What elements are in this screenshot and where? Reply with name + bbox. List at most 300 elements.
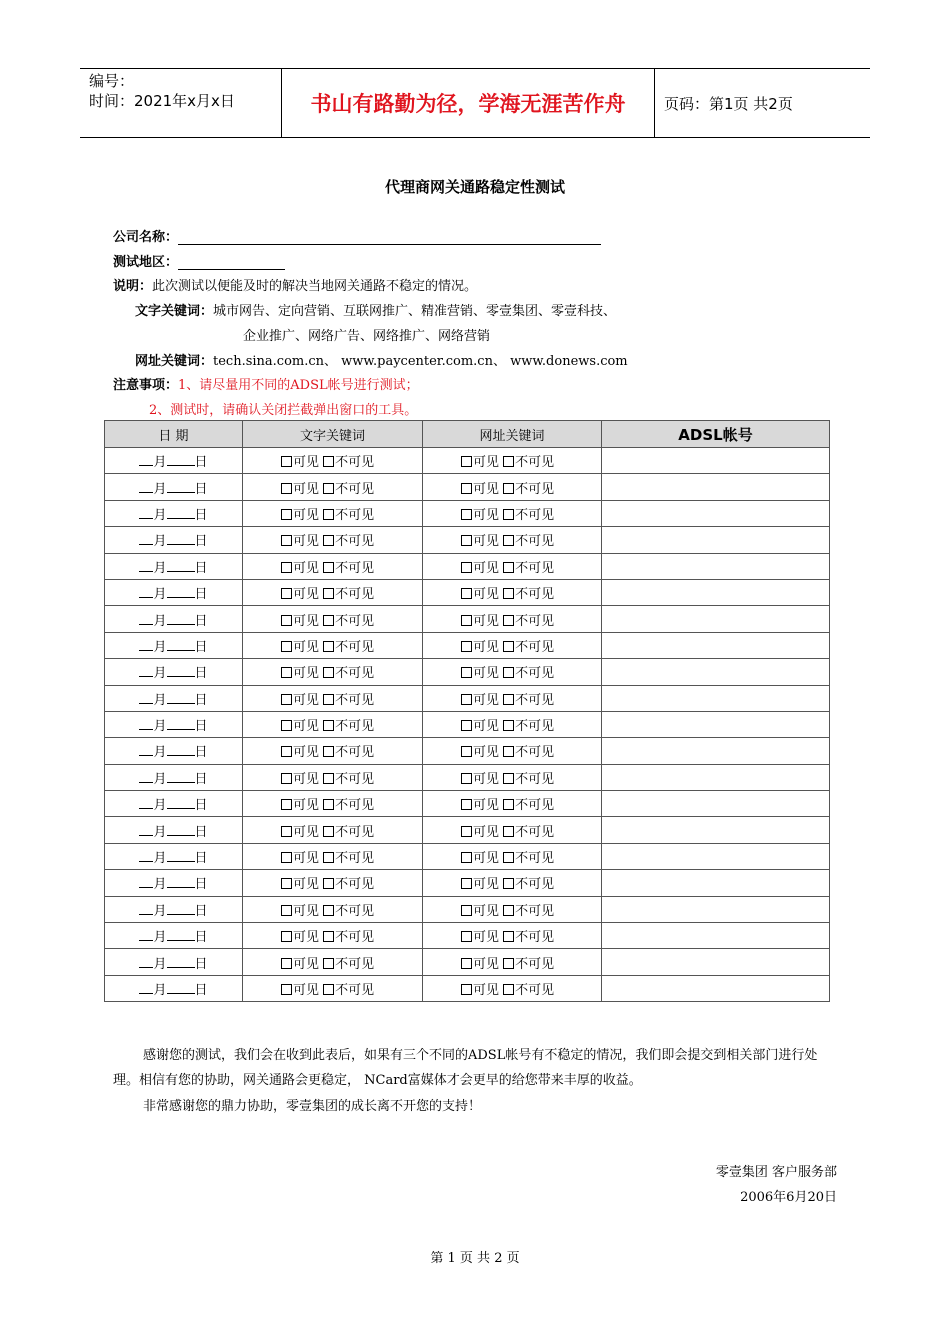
invisible-label: 不可见	[515, 956, 555, 972]
visible-label: 可见	[473, 983, 500, 998]
month-blank	[139, 559, 153, 572]
notes-label: 注意事项：	[113, 378, 179, 393]
invisible-checkbox[interactable]	[503, 615, 514, 626]
visible-checkbox[interactable]	[461, 456, 472, 467]
keyword-row	[135, 300, 616, 319]
visible-checkbox[interactable]	[461, 931, 472, 942]
visible-checkbox[interactable]	[281, 667, 292, 678]
date-cell[interactable]	[105, 949, 243, 975]
description-row	[113, 275, 477, 294]
url-keyword-cell	[423, 579, 602, 605]
adsl-account-cell[interactable]	[602, 527, 830, 553]
signature-org: 零壹集团 客户服务部	[715, 1165, 837, 1180]
table-body	[105, 448, 830, 1002]
text-keyword-cell	[243, 632, 423, 658]
invisible-checkbox[interactable]	[323, 799, 334, 810]
text-keyword-cell	[243, 738, 423, 764]
visible-checkbox[interactable]	[461, 641, 472, 652]
visible-checkbox[interactable]	[281, 456, 292, 467]
visible-checkbox[interactable]	[461, 878, 472, 889]
invisible-checkbox[interactable]	[503, 535, 514, 546]
invisible-checkbox[interactable]	[503, 984, 514, 995]
visible-label: 可见	[473, 851, 500, 867]
visible-checkbox[interactable]	[281, 720, 292, 731]
invisible-checkbox[interactable]	[323, 826, 334, 837]
visible-label: 可见	[473, 560, 500, 576]
table-row	[105, 738, 830, 764]
date-cell[interactable]	[105, 791, 243, 817]
url-keyword-cell	[423, 975, 602, 1001]
visible-label: 可见	[473, 507, 500, 523]
day-blank	[167, 955, 195, 968]
visible-label: 可见	[473, 877, 500, 893]
month-label: 月	[153, 507, 167, 523]
month-blank	[139, 849, 153, 862]
visible-label: 可见	[473, 666, 500, 682]
visible-label: 可见	[473, 903, 500, 919]
day-label: 日	[194, 692, 208, 708]
visible-label: 可见	[473, 587, 500, 603]
visible-label: 可见	[473, 455, 500, 471]
visible-label: 可见	[473, 613, 500, 629]
day-blank	[167, 664, 195, 677]
visible-label: 可见	[293, 481, 320, 497]
table-header-row	[105, 421, 830, 448]
day-blank	[167, 638, 195, 651]
invisible-checkbox[interactable]	[503, 588, 514, 599]
day-blank	[167, 532, 195, 545]
visible-checkbox[interactable]	[461, 773, 472, 784]
day-label: 日	[194, 507, 208, 523]
invisible-label: 不可见	[335, 877, 375, 893]
visible-checkbox[interactable]	[461, 852, 472, 863]
note-1: 1、请尽量用不同的ADSL帐号进行测试；	[178, 378, 419, 393]
invisible-checkbox[interactable]	[503, 509, 514, 520]
visible-label: 可见	[473, 824, 500, 840]
table-row	[105, 474, 830, 500]
url-keyword-cell	[423, 606, 602, 632]
invisible-label: 不可见	[335, 798, 375, 814]
month-blank	[139, 928, 153, 941]
invisible-checkbox[interactable]	[323, 456, 334, 467]
adsl-account-cell[interactable]	[602, 659, 830, 685]
url-keyword-cell	[423, 474, 602, 500]
table-row	[105, 817, 830, 843]
day-label: 日	[194, 534, 208, 550]
visible-checkbox[interactable]	[281, 615, 292, 626]
invisible-label: 不可见	[515, 719, 555, 735]
date-cell[interactable]	[105, 870, 243, 896]
visible-checkbox[interactable]	[461, 826, 472, 837]
invisible-checkbox[interactable]	[503, 483, 514, 494]
invisible-checkbox[interactable]	[503, 852, 514, 863]
visible-checkbox[interactable]	[461, 984, 472, 995]
invisible-checkbox[interactable]	[323, 905, 334, 916]
invisible-checkbox[interactable]	[503, 667, 514, 678]
invisible-checkbox[interactable]	[503, 456, 514, 467]
invisible-label: 不可见	[335, 560, 375, 576]
day-blank	[167, 717, 195, 730]
invisible-label: 不可见	[515, 824, 555, 840]
month-blank	[139, 506, 153, 519]
invisible-checkbox[interactable]	[503, 562, 514, 573]
month-blank	[139, 770, 153, 783]
day-label: 日	[194, 956, 208, 972]
invisible-label: 不可见	[515, 692, 555, 708]
page-footer: 第 1 页 共 2 页	[430, 1251, 520, 1266]
header-date: 日 期	[105, 421, 243, 448]
date-cell[interactable]	[105, 896, 243, 922]
month-label: 月	[153, 930, 167, 946]
invisible-label: 不可见	[335, 455, 375, 471]
invisible-label: 不可见	[335, 771, 375, 787]
table-row	[105, 606, 830, 632]
header-text-keyword: 文字关键词	[243, 421, 423, 448]
invisible-label: 不可见	[515, 983, 555, 998]
visible-label: 可见	[293, 719, 320, 735]
invisible-label: 不可见	[335, 666, 375, 682]
adsl-account-cell[interactable]	[602, 606, 830, 632]
visible-label: 可见	[293, 877, 320, 893]
table-row	[105, 632, 830, 658]
date-cell[interactable]	[105, 923, 243, 949]
invisible-checkbox[interactable]	[503, 878, 514, 889]
table-row	[105, 975, 830, 1001]
day-label: 日	[194, 455, 208, 471]
invisible-label: 不可见	[335, 639, 375, 655]
url-keyword-cell	[423, 949, 602, 975]
month-label: 月	[153, 719, 167, 735]
visible-checkbox[interactable]	[281, 826, 292, 837]
invisible-checkbox[interactable]	[323, 958, 334, 969]
day-label: 日	[194, 798, 208, 814]
table-row	[105, 791, 830, 817]
invisible-label: 不可见	[515, 903, 555, 919]
invisible-checkbox[interactable]	[323, 720, 334, 731]
invisible-checkbox[interactable]	[323, 852, 334, 863]
invisible-checkbox[interactable]	[323, 509, 334, 520]
visible-checkbox[interactable]	[281, 905, 292, 916]
month-label: 月	[153, 560, 167, 576]
invisible-checkbox[interactable]	[323, 773, 334, 784]
url-keyword-cell	[423, 500, 602, 526]
day-blank	[167, 981, 195, 994]
invisible-checkbox[interactable]	[323, 588, 334, 599]
day-blank	[167, 612, 195, 625]
day-label: 日	[194, 877, 208, 893]
page-header	[80, 68, 870, 138]
adsl-account-cell[interactable]	[602, 923, 830, 949]
invisible-checkbox[interactable]	[503, 720, 514, 731]
month-label: 月	[153, 771, 167, 787]
date-cell[interactable]	[105, 553, 243, 579]
text-keyword-cell	[243, 975, 423, 1001]
visible-label: 可见	[293, 824, 320, 840]
invisible-checkbox[interactable]	[503, 799, 514, 810]
day-label: 日	[194, 930, 208, 946]
invisible-checkbox[interactable]	[323, 615, 334, 626]
adsl-account-cell[interactable]	[602, 764, 830, 790]
text-keyword-cell	[243, 896, 423, 922]
invisible-checkbox[interactable]	[323, 984, 334, 995]
visible-label: 可见	[293, 851, 320, 867]
invisible-label: 不可见	[335, 692, 375, 708]
invisible-checkbox[interactable]	[323, 535, 334, 546]
invisible-label: 不可见	[515, 798, 555, 814]
visible-checkbox[interactable]	[281, 746, 292, 757]
invisible-label: 不可见	[335, 983, 375, 998]
invisible-checkbox[interactable]	[323, 483, 334, 494]
day-blank	[167, 691, 195, 704]
month-label: 月	[153, 639, 167, 655]
visible-checkbox[interactable]	[281, 694, 292, 705]
adsl-account-cell[interactable]	[602, 553, 830, 579]
day-label: 日	[194, 983, 208, 998]
invisible-checkbox[interactable]	[323, 562, 334, 573]
visible-checkbox[interactable]	[281, 535, 292, 546]
visible-checkbox[interactable]	[281, 773, 292, 784]
visible-checkbox[interactable]	[281, 641, 292, 652]
visible-checkbox[interactable]	[461, 509, 472, 520]
day-label: 日	[194, 903, 208, 919]
text-keyword-cell	[243, 527, 423, 553]
visible-label: 可见	[293, 930, 320, 946]
visible-label: 可见	[293, 455, 320, 471]
invisible-checkbox[interactable]	[503, 931, 514, 942]
adsl-account-cell[interactable]	[602, 843, 830, 869]
url-keyword-cell	[423, 553, 602, 579]
visible-checkbox[interactable]	[281, 483, 292, 494]
visible-checkbox[interactable]	[281, 958, 292, 969]
adsl-account-cell[interactable]	[602, 500, 830, 526]
visible-checkbox[interactable]	[281, 562, 292, 573]
adsl-account-cell[interactable]	[602, 896, 830, 922]
table-row	[105, 843, 830, 869]
month-label: 月	[153, 824, 167, 840]
adsl-account-cell[interactable]	[602, 711, 830, 737]
day-blank	[167, 506, 195, 519]
visible-checkbox[interactable]	[461, 958, 472, 969]
adsl-account-cell[interactable]	[602, 949, 830, 975]
invisible-checkbox[interactable]	[323, 641, 334, 652]
invisible-checkbox[interactable]	[503, 694, 514, 705]
month-blank	[139, 717, 153, 730]
number-label: 编号：	[89, 72, 135, 90]
url-keyword-cell	[423, 791, 602, 817]
month-blank	[139, 955, 153, 968]
invisible-label: 不可见	[335, 745, 375, 761]
day-blank	[167, 875, 195, 888]
invisible-checkbox[interactable]	[503, 826, 514, 837]
month-blank	[139, 638, 153, 651]
adsl-account-cell[interactable]	[602, 632, 830, 658]
note-2: 2、测试时，请确认关闭拦截弹出窗口的工具。	[149, 403, 418, 418]
visible-checkbox[interactable]	[461, 588, 472, 599]
invisible-label: 不可见	[335, 481, 375, 497]
date-cell[interactable]	[105, 711, 243, 737]
invisible-checkbox[interactable]	[503, 641, 514, 652]
month-blank	[139, 691, 153, 704]
text-keyword-cell	[243, 659, 423, 685]
month-blank	[139, 875, 153, 888]
invisible-label: 不可见	[335, 903, 375, 919]
header-motto: 书山有路勤为径，学海无涯苦作舟	[282, 69, 655, 137]
date-cell[interactable]	[105, 474, 243, 500]
header-meta	[80, 69, 282, 137]
day-blank	[167, 796, 195, 809]
visible-checkbox[interactable]	[461, 799, 472, 810]
region-blank[interactable]	[178, 255, 285, 270]
date-cell[interactable]	[105, 843, 243, 869]
invisible-label: 不可见	[335, 507, 375, 523]
date-cell[interactable]	[105, 685, 243, 711]
text-keyword-cell	[243, 500, 423, 526]
text-keyword-cell	[243, 553, 423, 579]
notes-row	[113, 374, 419, 393]
text-keyword-cell	[243, 791, 423, 817]
invisible-label: 不可见	[515, 639, 555, 655]
visible-checkbox[interactable]	[461, 694, 472, 705]
visible-checkbox[interactable]	[461, 667, 472, 678]
visible-label: 可见	[293, 745, 320, 761]
url-keyword-cell	[423, 685, 602, 711]
month-blank	[139, 796, 153, 809]
adsl-account-cell[interactable]	[602, 579, 830, 605]
day-blank	[167, 849, 195, 862]
text-keyword-cell	[243, 764, 423, 790]
day-label: 日	[194, 560, 208, 576]
url-keyword-cell	[423, 632, 602, 658]
url-text: tech.sina.com.cn、 www.paycenter.com.cn、 www.donews.com	[213, 354, 628, 369]
day-blank	[167, 743, 195, 756]
date-cell[interactable]	[105, 764, 243, 790]
text-keyword-cell	[243, 606, 423, 632]
visible-checkbox[interactable]	[461, 535, 472, 546]
date-cell[interactable]	[105, 632, 243, 658]
adsl-account-cell[interactable]	[602, 870, 830, 896]
date-cell[interactable]	[105, 500, 243, 526]
url-row	[135, 350, 628, 369]
visible-checkbox[interactable]	[461, 905, 472, 916]
day-blank	[167, 770, 195, 783]
adsl-account-cell[interactable]	[602, 975, 830, 1001]
adsl-account-cell[interactable]	[602, 817, 830, 843]
visible-checkbox[interactable]	[281, 588, 292, 599]
visible-label: 可见	[293, 587, 320, 603]
table-row	[105, 500, 830, 526]
text-keyword-cell	[243, 870, 423, 896]
day-label: 日	[194, 481, 208, 497]
adsl-account-cell[interactable]	[602, 448, 830, 474]
month-blank	[139, 981, 153, 994]
visible-checkbox[interactable]	[461, 562, 472, 573]
date-cell[interactable]	[105, 738, 243, 764]
day-label: 日	[194, 824, 208, 840]
day-blank	[167, 902, 195, 915]
date-cell[interactable]	[105, 606, 243, 632]
day-blank	[167, 585, 195, 598]
month-blank	[139, 532, 153, 545]
visible-label: 可见	[293, 639, 320, 655]
adsl-account-cell[interactable]	[602, 738, 830, 764]
visible-label: 可见	[473, 692, 500, 708]
visible-label: 可见	[293, 956, 320, 972]
invisible-checkbox[interactable]	[503, 958, 514, 969]
invisible-label: 不可见	[335, 587, 375, 603]
invisible-label: 不可见	[515, 745, 555, 761]
visible-checkbox[interactable]	[281, 878, 292, 889]
document-title: 代理商网关通路稳定性测试	[384, 178, 565, 196]
visible-checkbox[interactable]	[281, 799, 292, 810]
invisible-checkbox[interactable]	[323, 746, 334, 757]
visible-checkbox[interactable]	[281, 931, 292, 942]
visible-label: 可见	[473, 956, 500, 972]
adsl-account-cell[interactable]	[602, 474, 830, 500]
invisible-label: 不可见	[515, 930, 555, 946]
header-adsl-account: ADSL帐号	[602, 421, 830, 448]
date-cell[interactable]	[105, 659, 243, 685]
invisible-checkbox[interactable]	[323, 694, 334, 705]
text-keyword-cell	[243, 949, 423, 975]
visible-checkbox[interactable]	[461, 483, 472, 494]
adsl-account-cell[interactable]	[602, 685, 830, 711]
day-blank	[167, 559, 195, 572]
table-row	[105, 527, 830, 553]
invisible-checkbox[interactable]	[323, 878, 334, 889]
adsl-account-cell[interactable]	[602, 791, 830, 817]
month-blank	[139, 664, 153, 677]
invisible-checkbox[interactable]	[323, 931, 334, 942]
visible-checkbox[interactable]	[461, 746, 472, 757]
table-row	[105, 448, 830, 474]
month-blank	[139, 902, 153, 915]
visible-checkbox[interactable]	[461, 615, 472, 626]
visible-checkbox[interactable]	[281, 984, 292, 995]
date-cell[interactable]	[105, 579, 243, 605]
date-cell[interactable]	[105, 817, 243, 843]
text-keyword-cell	[243, 474, 423, 500]
day-blank	[167, 928, 195, 941]
month-label: 月	[153, 613, 167, 629]
visible-checkbox[interactable]	[281, 852, 292, 863]
visible-label: 可见	[473, 719, 500, 735]
day-label: 日	[194, 639, 208, 655]
visible-label: 可见	[293, 666, 320, 682]
visible-checkbox[interactable]	[461, 720, 472, 731]
invisible-checkbox[interactable]	[503, 773, 514, 784]
company-blank[interactable]	[178, 230, 601, 245]
date-cell[interactable]	[105, 448, 243, 474]
visible-checkbox[interactable]	[281, 509, 292, 520]
url-keyword-cell	[423, 764, 602, 790]
invisible-checkbox[interactable]	[323, 667, 334, 678]
day-label: 日	[194, 587, 208, 603]
time-label: 时间：2021年x月x日	[89, 92, 235, 110]
company-label: 公司名称：	[113, 230, 179, 245]
visible-label: 可见	[473, 745, 500, 761]
invisible-label: 不可见	[515, 851, 555, 867]
invisible-checkbox[interactable]	[503, 746, 514, 757]
visible-label: 可见	[473, 639, 500, 655]
date-cell[interactable]	[105, 975, 243, 1001]
keyword-label: 文字关键词：	[135, 304, 214, 319]
invisible-checkbox[interactable]	[503, 905, 514, 916]
visible-label: 可见	[293, 798, 320, 814]
url-keyword-cell	[423, 448, 602, 474]
month-blank	[139, 453, 153, 466]
date-cell[interactable]	[105, 527, 243, 553]
table-row	[105, 949, 830, 975]
